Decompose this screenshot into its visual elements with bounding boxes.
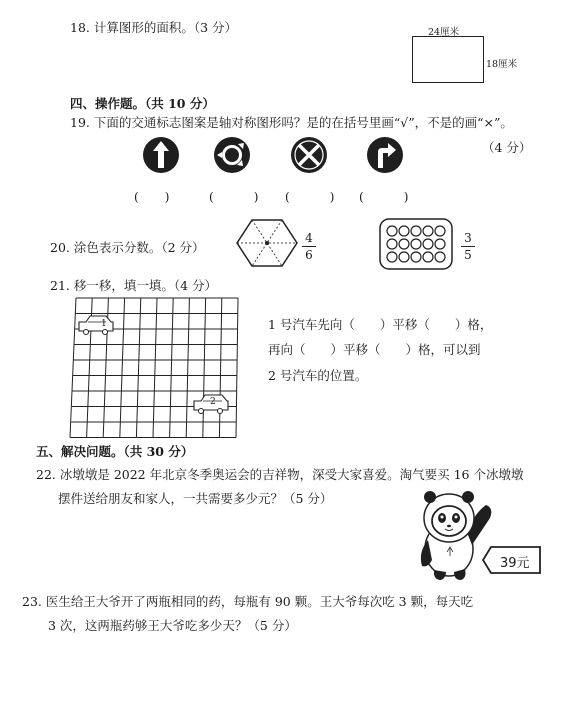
car-1-label: 1 bbox=[101, 319, 107, 329]
roundabout-sign-icon bbox=[214, 137, 250, 173]
q19-text: 19. 下面的交通标志图案是轴对称图形吗？是的在括号里画“√”，不是的画“×”。 bbox=[70, 115, 513, 130]
fraction-denominator: 5 bbox=[464, 248, 472, 262]
q23-line-2: 3 次，这两瓶药够王大爷吃多少天？（5 分） bbox=[48, 618, 297, 633]
rect-height-label: 18厘米 bbox=[486, 59, 518, 70]
q21-text: 21. 移一移，填一填。（4 分） bbox=[50, 278, 218, 293]
q22-line-2: 摆件送给朋友和家人，一共需要多少元？（5 分） bbox=[58, 491, 333, 506]
q19-answer-blank-3[interactable]: ( ) bbox=[285, 190, 335, 204]
q21-line-1: 1 号汽车先向（ ）平移（ ）格， bbox=[268, 317, 493, 332]
car-1-icon bbox=[79, 316, 113, 335]
rect-width-label: 24厘米 bbox=[428, 27, 460, 38]
turn-right-sign-icon bbox=[367, 137, 403, 173]
fraction-numerator: 3 bbox=[464, 231, 472, 245]
hexagon-figure bbox=[237, 220, 297, 266]
q21-line-2: 再向（ ）平移（ ）格，可以到 bbox=[268, 342, 481, 357]
q19-answer-blank-4[interactable]: ( ) bbox=[359, 190, 409, 204]
q19-score: （4 分） bbox=[482, 140, 532, 155]
q18-text: 18. 计算图形的面积。（3 分） bbox=[70, 20, 238, 35]
car-2-label: 2 bbox=[210, 397, 216, 407]
section5-title: 五、解决问题。（共 30 分） bbox=[36, 444, 194, 459]
q20-text: 20. 涂色表示分数。（2 分） bbox=[50, 240, 205, 255]
section4-title: 四、操作题。（共 10 分） bbox=[70, 96, 215, 111]
fraction-3-5 bbox=[460, 231, 476, 262]
q19-answer-blank-1[interactable]: ( ) bbox=[134, 190, 170, 204]
fraction-4-6 bbox=[301, 231, 317, 262]
no-stopping-x-sign-icon bbox=[291, 137, 327, 173]
q19-answer-blank-2[interactable]: ( ) bbox=[209, 190, 259, 204]
q21-line-3: 2 号汽车的位置。 bbox=[268, 368, 368, 383]
price-tag-label: 39元 bbox=[500, 556, 530, 571]
fraction-denominator: 6 bbox=[305, 248, 313, 262]
circle-grid-figure bbox=[380, 219, 452, 269]
straight-arrow-sign-icon bbox=[143, 137, 179, 173]
fraction-numerator: 4 bbox=[305, 231, 313, 245]
q23-line-1: 23. 医生给王大爷开了两瓶相同的药，每瓶有 90 颗。王大爷每次吃 3 颗，每天吃 bbox=[22, 594, 474, 609]
q22-line-1: 22. 冰墩墩是 2022 年北京冬季奥运会的吉祥物，深受大家喜爱。淘气要买 16 个冰墩墩 bbox=[36, 467, 524, 482]
